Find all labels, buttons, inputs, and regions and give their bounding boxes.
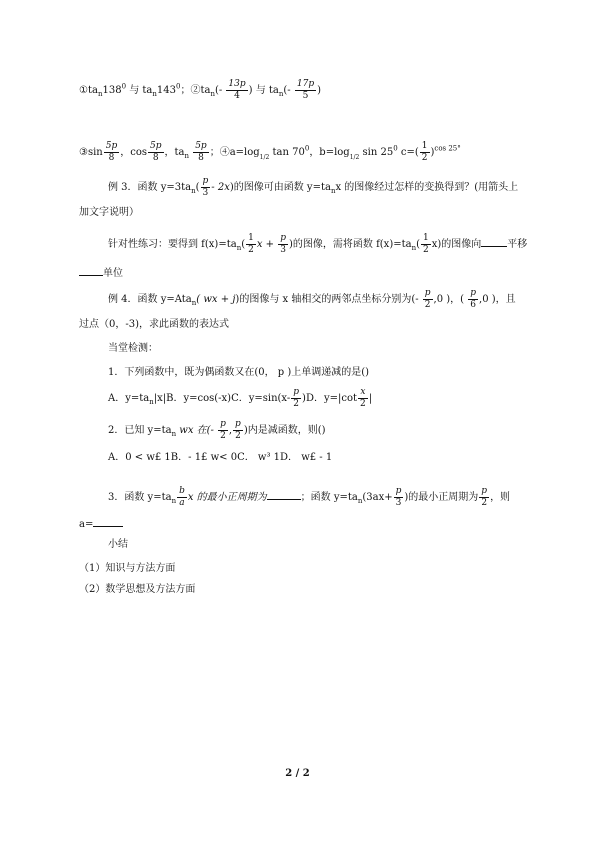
sub-n: n [330, 187, 336, 195]
sub-n: n [171, 430, 177, 438]
fraction: $\frac{p}{3}$ [202, 176, 209, 198]
text: 例 3．函数 y=3ta [108, 182, 192, 193]
fraction: $\frac{p}{2}$ [235, 419, 241, 441]
text: ,0 )，( [433, 294, 468, 305]
blank-underline [481, 236, 507, 247]
text: ) [317, 85, 321, 96]
blank-underline [93, 516, 123, 527]
exercise-line-2 [79, 141, 461, 165]
example-3-cont [79, 206, 139, 220]
fraction: $\frac{p}{2}$ [293, 387, 300, 409]
example-4 [108, 288, 516, 311]
text: ；函数 y=ta [300, 492, 358, 503]
text: 平移 [507, 239, 528, 250]
text: , [228, 425, 233, 436]
fraction: $\frac{p}{6}$ [470, 288, 477, 310]
text: | [368, 393, 373, 404]
text: ) 与 ta [248, 85, 279, 96]
sub-n: n [149, 398, 154, 406]
text: ，则 [490, 492, 511, 503]
sub-n: n [278, 90, 284, 98]
example-3 [108, 176, 518, 199]
text: )的最小正周期为 [404, 492, 479, 503]
text: ( [195, 182, 200, 193]
text: 1．下列函数中，既为偶函数又在(0， p )上单调递减的是() [108, 367, 370, 378]
text: )的图像，需将函数 f(x)=ta [289, 239, 412, 250]
question-2-options [108, 451, 332, 465]
text: 单位 [103, 268, 123, 279]
fraction: $\frac{p}{2}$ [220, 419, 226, 441]
fraction: $\frac{b}{a}$ [179, 486, 185, 508]
text: ( [416, 239, 421, 250]
exercise-line-1 [79, 79, 321, 102]
blank-underline [267, 489, 301, 500]
text: (- [283, 85, 294, 96]
text: c=( [397, 147, 419, 158]
sub-n: n [152, 90, 157, 98]
text: 2．已知 y=ta [108, 425, 172, 436]
fraction: $\frac{p}{3}$ [395, 486, 402, 508]
text: |x|B．y=cos(-x)C．y=sin(x- [153, 393, 291, 404]
sub-n: n [171, 497, 177, 505]
text: 与 ta [126, 85, 153, 96]
degree-sup: 0 [304, 144, 310, 153]
text: ；④a=log [209, 147, 260, 158]
text: (3ax+ [362, 492, 393, 503]
text: ①ta [79, 85, 98, 96]
text: )的图像与 x 轴相交的两邻点坐标分别为(- [235, 294, 422, 305]
sub-n: n [357, 497, 363, 505]
sub-n: n [236, 244, 242, 252]
text: tan 70 [269, 147, 305, 158]
text: )D．y=|cot [302, 393, 358, 404]
log-base: 1/2 [259, 154, 270, 161]
question-2 [108, 419, 326, 442]
text: 加文字说明） [79, 207, 139, 218]
text: 小结 [108, 539, 128, 550]
sub-n: n [411, 244, 417, 252]
question-1-options [108, 387, 372, 410]
text: 当堂检测： [108, 343, 158, 354]
text: sin 25 [359, 147, 394, 158]
text: 过点（0，-3)，求此函数的表达式 [79, 319, 230, 330]
text: A．y=ta [108, 393, 150, 404]
fraction: $\frac{17p}{5}$ [296, 79, 315, 101]
text: ；②ta [180, 85, 211, 96]
text: 例 4．函数 y=Ata [108, 294, 192, 305]
text: (- [214, 85, 226, 96]
sub-n: n [97, 90, 103, 98]
practice-line [108, 233, 527, 256]
text: ( [241, 239, 246, 250]
text: 3．函数 y=ta [108, 492, 172, 503]
fraction: $\frac{13p}{4}$ [228, 79, 246, 101]
text: x)的图像向 [431, 239, 482, 250]
blank-underline [79, 265, 103, 276]
fraction: $\frac{1}{2}$ [248, 233, 254, 255]
fraction: $\frac{1}{2}$ [423, 233, 429, 255]
text: ) [430, 147, 435, 158]
text: 143 [156, 85, 176, 96]
text: - 2x [211, 182, 230, 193]
question-3-cont [79, 516, 123, 532]
text: )内是减函数，则() [243, 425, 326, 436]
sub-n: n [191, 187, 196, 195]
fraction: $\frac{x}{2}$ [360, 387, 366, 409]
summary-item-1 [79, 562, 175, 576]
page-number: 2 / 2 [285, 768, 310, 779]
question-3 [108, 486, 510, 509]
text: a= [79, 519, 94, 530]
text: 138 [102, 85, 122, 96]
text: A．0 < w£ 1B．- 1£ w< 0C． w³ 1D． w£ - 1 [108, 452, 333, 463]
fraction: $\frac{p}{3}$ [280, 233, 286, 255]
fraction: $\frac{5p}{8}$ [105, 141, 118, 163]
text: ③sin [79, 147, 103, 158]
degree-sup: 0 [175, 82, 181, 91]
practice-cont [79, 265, 123, 281]
fraction: $\frac{5p}{8}$ [195, 141, 207, 163]
fraction: $\frac{p}{2}$ [481, 486, 488, 508]
exponent: cos 25° [434, 144, 461, 153]
check-title [108, 342, 158, 356]
fraction: $\frac{1}{2}$ [421, 141, 428, 163]
degree-sup: 0 [393, 144, 398, 153]
text: )的图像可由函数 y=ta [229, 182, 331, 193]
fraction: $\frac{5p}{8}$ [150, 141, 162, 163]
summary-title [108, 538, 128, 552]
text: ，ta [164, 147, 185, 158]
example-4-cont [79, 318, 229, 332]
text: （1）知识与方法方面 [79, 563, 176, 574]
text: ，b=log [309, 147, 350, 158]
question-1 [108, 366, 369, 380]
text: x 的最小正周期为 [187, 492, 267, 503]
text: wx 在(- [176, 425, 218, 436]
text: x 的图像经过怎样的变换得到？(用箭头上 [335, 182, 519, 193]
log-base: 1/2 [349, 154, 360, 161]
sub-n: n [191, 299, 197, 307]
text: x + [256, 239, 278, 250]
degree-sup: 0 [121, 82, 127, 91]
sub-n: n [184, 152, 190, 160]
summary-item-2 [79, 583, 195, 597]
fraction: $\frac{p}{2}$ [424, 288, 431, 310]
text: 针对性练习：要得到 f(x)=ta [108, 239, 237, 250]
text: ，cos [120, 147, 148, 158]
sub-n: n [210, 90, 215, 98]
text: （2）数学思想及方法方面 [79, 584, 196, 595]
text: ,0 )，且 [479, 294, 516, 305]
text: ( wx + j [196, 294, 236, 305]
